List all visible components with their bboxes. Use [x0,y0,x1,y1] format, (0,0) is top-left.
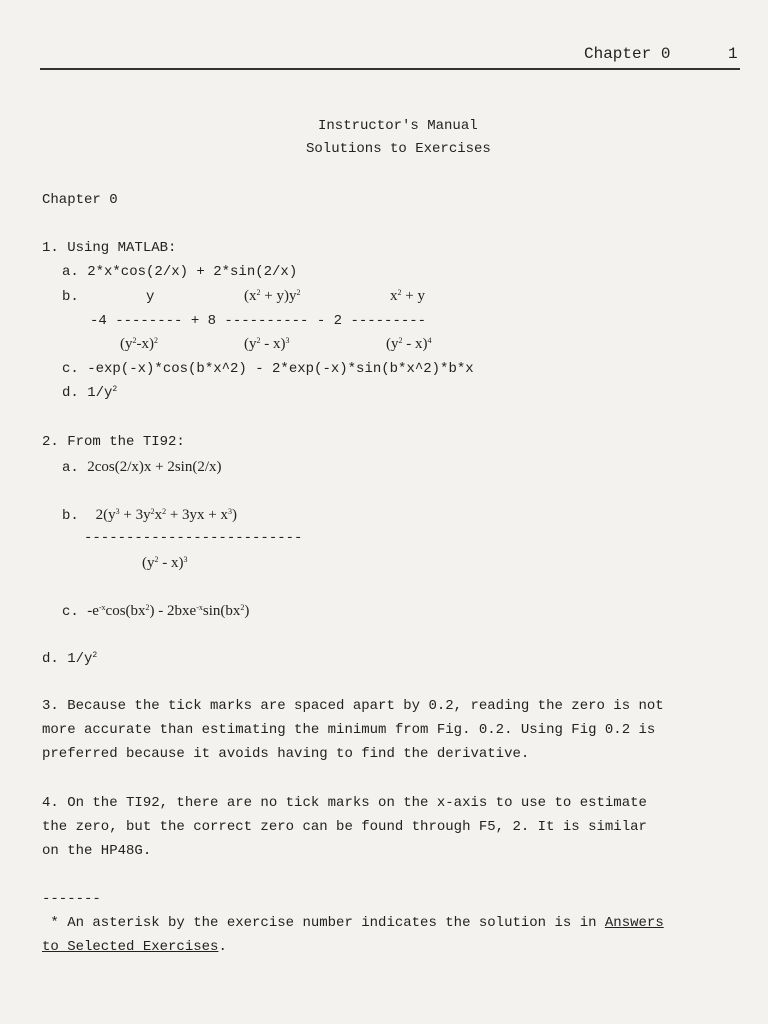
exercise-1-heading: 1. Using MATLAB: [42,240,177,256]
footnote-line-1: * An asterisk by the exercise number indicates the solution is in Answers [42,915,664,931]
exercise-2-heading: 2. From the TI92: [42,434,185,450]
exercise-2d: d. $1/y^2$ [42,651,98,667]
exercise-1b-num-1: y [146,289,155,305]
answers-link[interactable]: Answers [604,915,664,931]
footnote-line-2: to Selected Exercises. [42,939,227,955]
exercise-3-line-1: 3. Because the tick marks are spaced apart by 0.2, reading the zero is not [42,698,664,714]
exercise-1b-num-2: $(x^2 + y)y^2$ [244,288,301,304]
exercise-1a: a. 2*x*cos(2/x) + 2*sin(2/x) [62,264,298,280]
exercise-4-line-2: the zero, but the correct zero can be found through F5, 2. It is similar [42,819,647,835]
exercise-2c: c. $-e^{-x}\cos(bx^2) - 2bxe^{-x}\sin(bx^2)$ [62,603,250,620]
exercise-2b-fraction-line: -------------------------- [84,530,303,546]
footnote-separator: ------- [42,891,101,907]
header-rule [40,68,740,70]
running-header-chapter: Chapter 0 [584,45,671,63]
exercise-3-line-2: more accurate than estimating the minimum from Fig. 0.2. Using Fig 0.2 is [42,722,656,738]
exercise-1b-num-3: $x^2 + y$ [390,288,425,304]
exercise-1d: d. $1/y^2$ [62,385,118,401]
exercise-1b-den-3: $(y^2 - x)^4$ [386,336,432,352]
exercise-2a: a. 2cos(2/x)x + 2sin(2/x) [62,459,222,476]
exercise-1b-den-2: $(y^2 - x)^3$ [244,336,290,352]
chapter-heading: Chapter 0 [42,192,118,208]
exercise-1b-fraction-line: -4 -------- + 8 ---------- - 2 --------- [90,313,427,329]
title-line-2: Solutions to Exercises [306,141,491,157]
page-number: 1 [728,45,738,63]
exercise-4-line-1: 4. On the TI92, there are no tick marks on the x-axis to use to estimate [42,795,647,811]
title-line-1: Instructor's Manual [318,118,478,134]
exercise-3-line-3: preferred because it avoids having to find the derivative. [42,746,530,762]
exercise-1b-den-1: $(y^2-x)^2$ [120,336,158,352]
selected-exercises-link[interactable]: to Selected Exercises [42,939,219,955]
exercise-1c: c. -exp(-x)*cos(b*x^2) - 2*exp(-x)*sin(b*x^2)*b*x [62,361,474,377]
exercise-2b-denominator: $(y^2 - x)^3$ [142,555,188,571]
exercise-2b-numerator: b. $2(y^3 + 3y^2x^2 + 3yx + x^3)$ [62,507,238,524]
exercise-4-line-3: on the HP48G. [42,843,152,859]
exercise-1b-label: b. [62,289,79,305]
